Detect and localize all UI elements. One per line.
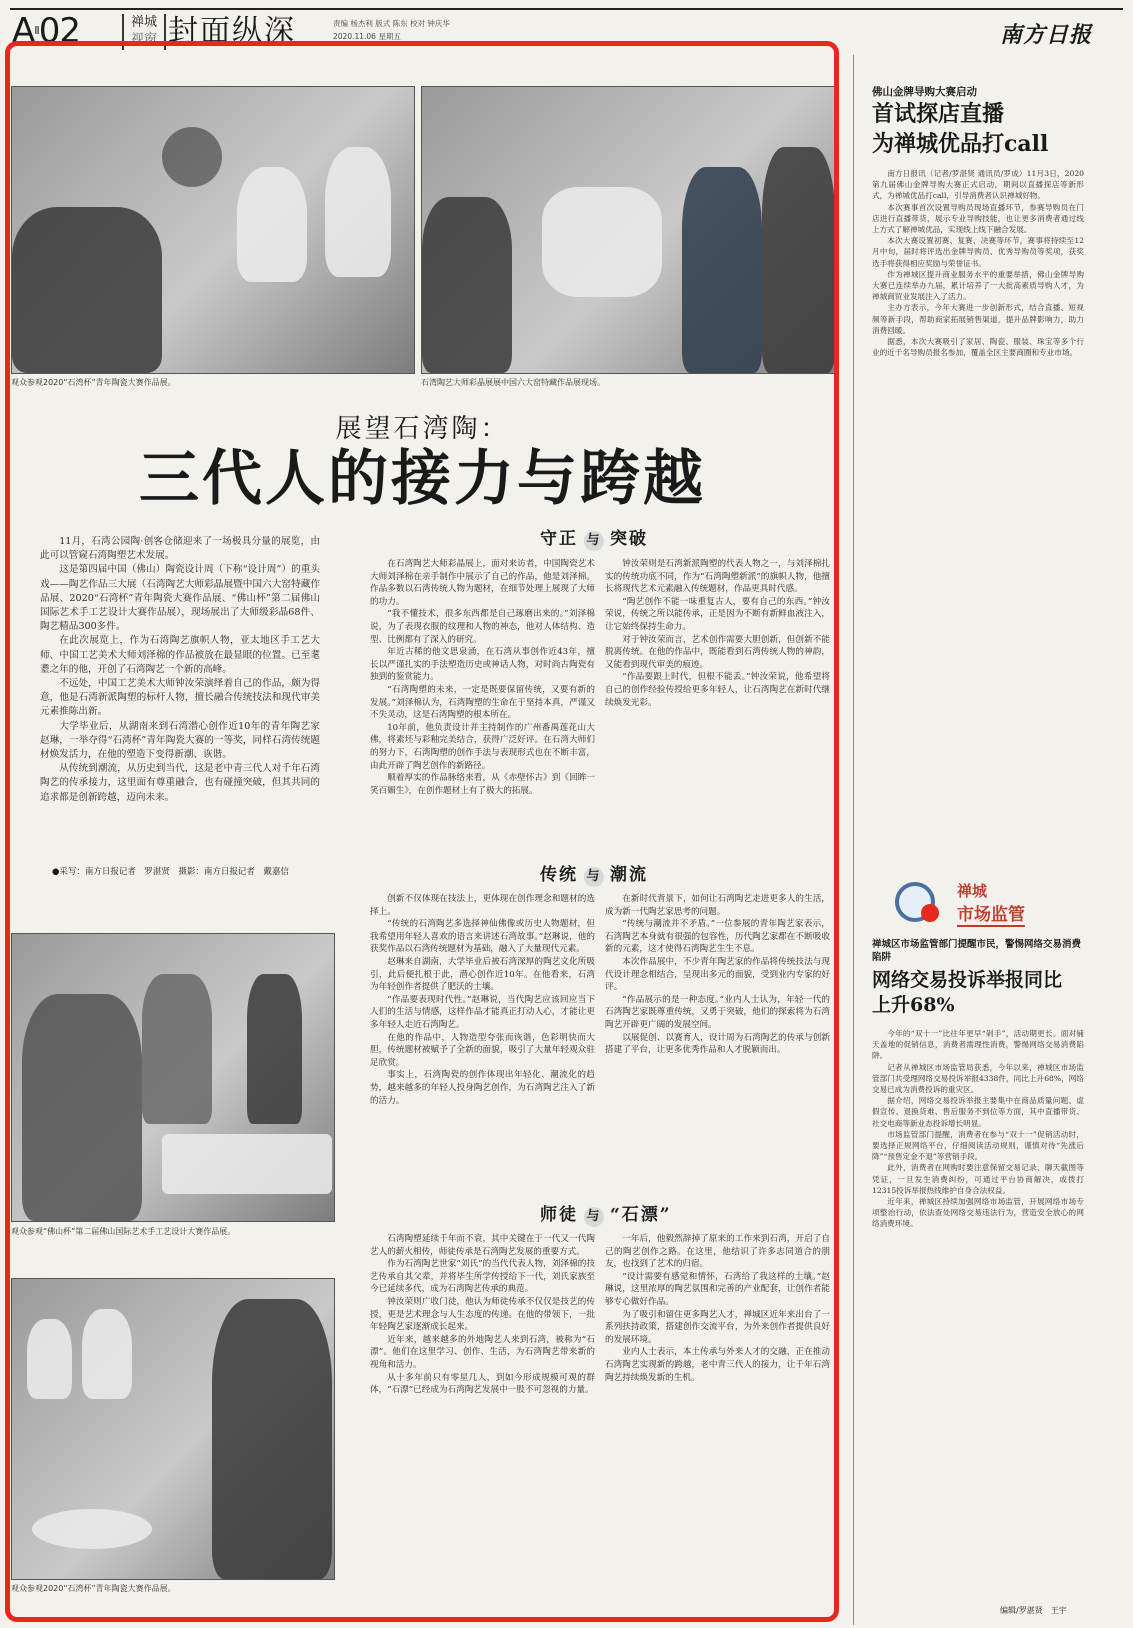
photo-caption-4: 观众参观2020“石湾杯”青年陶瓷大赛作品展。	[11, 1584, 176, 1593]
paragraph: 本次作品展中，不少青年陶艺家的作品将传统技法与现代设计理念相结合，呈现出多元的面貌，受到业内专家的好评。	[605, 956, 830, 993]
credits: 责编 杨杰利 版式 陈东 校对 钟庆华	[333, 19, 450, 28]
paragraph: “传统的石湾陶艺多选择神仙佛像或历史人物题材，但我希望用年轻人喜欢的语言来讲述石湾故事。”赵琳说，他的获奖作品以石湾传统题材为基础，融入了大量现代元素。	[370, 919, 595, 955]
paragraph: 事实上，石湾陶瓷的创作体现出年轻化、潮流化的趋势，越来越多的年轻人投身陶艺创作，为石湾陶艺注入了新的活力。	[370, 1070, 595, 1106]
page-sub: II	[34, 24, 39, 37]
paragraph: 在新时代背景下，如何让石湾陶艺走进更多人的生活，成为新一代陶艺家思考的问题。	[605, 894, 830, 917]
paragraph: 本次大赛设置初赛、复赛、决赛等环节，赛事将持续至12月中旬，届时将评选出金牌导购员、优秀导购员等奖项，获奖选手将获得相应奖励与荣誉证书。	[872, 236, 1084, 268]
paragraph: “设计需要有感觉和情怀，石湾给了我这样的土壤。”赵琳说，这里浓厚的陶艺氛围和完善的产业配套，让创作者能够专心做好作品。	[605, 1271, 830, 1307]
lead-paragraph: 在此次展览上，作为石湾陶艺旗帜人物，亚太地区手工艺大师、中国工艺美术大师刘泽棉的作品被放在最显眼的位置。已至耄耋之年的他，开创了石湾陶艺一个新的高峰。	[40, 635, 320, 675]
paragraph: 作为石湾陶艺世家“刘氏”的当代代表人物，刘泽棉的技艺传承自其父辈，并将毕生所学传授给下一代，刘氏家族至今已延续多代，成为石湾陶艺传承的典范。	[370, 1259, 595, 1295]
highlight-frame	[5, 41, 839, 1622]
section-heading-left: 师徒	[540, 1205, 578, 1225]
paragraph: “作品要表现时代性。”赵琳说，当代陶艺应该回应当下人们的生活与情感，这样作品才能真正打动人心，才能让更多年轻人走近石湾陶艺。	[370, 994, 595, 1030]
paragraph: 南方日报讯（记者/罗湛贤 通讯员/罗成）11月3日，2020第九届佛山金牌导购大赛正式启动，期间以直播探店等新形式，为禅城优品打call，引导消费者认识禅城好物。	[872, 169, 1084, 201]
paragraph: 业内人士表示，本土传承与外来人才的交融，正在推动石湾陶艺实现新的跨越，老中青三代人的接力，让千年石湾陶艺持续焕发新的生机。	[605, 1347, 830, 1383]
alert-badge-icon	[921, 904, 939, 922]
paragraph: “陶艺创作不能一味重复古人，要有自己的东西。”钟汝荣说，传统之所以能传承，正是因为不断有新鲜血液注入，让它始终保持生命力。	[605, 596, 830, 632]
paragraph: 今年的“双十一”比往年更早“剁手”，活动期更长。面对铺天盖地的促销信息，消费者需理性消费，警惕网络交易消费陷阱。	[872, 1029, 1084, 1061]
paragraph: 一年后，他毅然辞掉了原来的工作来到石湾，开启了自己的陶艺创作之路。在这里，他结识了许多志同道合的朋友，也找到了艺术的归宿。	[605, 1234, 830, 1270]
paragraph: 此外，消费者在网购时要注意保留交易记录、聊天截图等凭证，一旦发生消费纠纷，可通过平台协商解决，或拨打12315投诉举报热线维护自身合法权益。	[872, 1163, 1084, 1195]
issue-date: 2020.11.06 星期五	[333, 32, 401, 41]
newspaper-logo: 南方日报	[1000, 22, 1093, 48]
paragraph: “作品展示的是一种态度。”业内人士认为，年轻一代的石湾陶艺家既尊重传统，又勇于突破，他们的探索将为石湾陶艺开辟更广阔的发展空间。	[605, 994, 830, 1030]
banner-line-1: 禅城	[957, 882, 988, 900]
headline-kicker: 展望石湾陶：	[335, 414, 510, 444]
page-digits: 02	[38, 11, 81, 51]
section-heading-right: “石漂”	[610, 1205, 672, 1225]
paragraph: 赵琳来自湖南，大学毕业后被石湾深厚的陶艺文化所吸引，此后便扎根于此，潜心创作近10年。在他看来，石湾为年轻创作者提供了肥沃的土壤。	[370, 956, 595, 993]
paragraph: 从十多年前只有零星几人，到如今形成规模可观的群体，“石漂”已经成为石湾陶艺发展中一股不可忽视的力量。	[370, 1372, 595, 1396]
lead-paragraph: 11月，石湾公园陶·创客仓储迎来了一场极具分量的展览，由此可以管窥石湾陶塑艺术发展。	[40, 536, 320, 562]
paragraph: 本次赛事首次设置导购员现场直播环节，参赛导购员在门店进行直播带货，展示专业导购技能，也让更多消费者通过线上方式了解禅城优品，实现线上线下融合发展。	[872, 202, 1084, 235]
section-heading-amp: 与	[584, 1207, 604, 1227]
paragraph: “我不懂技术，很多东西都是自己琢磨出来的。”刘泽棉说，为了表现衣服的纹理和人物的神态，他对人体结构、造型、比例都有了深入的研究。	[370, 609, 595, 645]
lead-paragraph: 从传统到潮流，从历史到当代，这是老中青三代人对千年石湾陶艺的传承接力，这里面有尊重融合，也有碰撞突破，但其共同的追求都是创新跨越，迈向未来。	[40, 763, 320, 803]
section-title: 封面纵深	[168, 14, 296, 49]
paragraph: 在石湾陶艺大师彩晶展上，面对来访者，中国陶瓷艺术大师刘泽棉在亲手制作中展示了自己的作品，他是刘泽棉。作品多数以石湾传统人物为题材，在细节处理上展现了大师的功力。	[370, 559, 595, 607]
paragraph: 创新不仅体现在技法上，更体现在创作理念和题材的选择上。	[370, 894, 595, 917]
sidebar-bottom-kicker: 禅城区市场监管部门提醒市民，警惕网络交易消费陷阱	[872, 939, 1082, 963]
top-rule	[10, 8, 1123, 10]
section-heading-right: 突破	[610, 529, 648, 549]
paragraph: 近年来，禅城区持续加强网络市场监管，开展网络市场专项整治行动，依法查处网络交易违法行为，营造安全放心的网络消费环境。	[872, 1197, 1084, 1229]
section-heading-right: 潮流	[610, 865, 648, 885]
sidebar-top-title-2: 为禅城优品打call	[872, 131, 1049, 157]
paragraph: 10年前，他负责设计并主持制作的广州番禺莲花山大佛，将素坯与彩釉完美结合，获得广泛好评。在石湾大师们的努力下，石湾陶塑的创作手法与表现形式也在不断丰富，由此开辟了陶艺创作的新路径。	[370, 722, 595, 771]
lead-paragraph: 大学毕业后，从湖南来到石湾潜心创作近10年的青年陶艺家赵琳，一举夺得“石湾杯”青年陶瓷大赛的一等奖，同样石湾传统题材焕发活力，在他的塑造下变得新潮、诙谐。	[40, 720, 320, 761]
photo-caption-2: 石湾陶艺大师彩晶展展中国六大窑特藏作品展现场。	[421, 378, 605, 387]
sidebar-top-kicker: 佛山金牌导购大赛启动	[872, 86, 977, 98]
paragraph: “传统与潮流并不矛盾。”一位参展的青年陶艺家表示，石湾陶艺本身就有很强的包容性，历代陶艺家都在不断吸收新的元素，这才使得石湾陶艺生生不息。	[605, 919, 830, 955]
sidebar-bottom-body	[872, 1028, 1084, 1600]
paragraph: 顺着厚实的作品脉络来看，从《赤壁怀古》到《回眸一笑百媚生》，在创作题材上有了极大的拓展。	[370, 773, 595, 796]
market-supervision-banner	[895, 878, 1057, 930]
page-letter: A	[12, 11, 35, 51]
section-heading-amp: 与	[584, 867, 604, 887]
section-heading-amp: 与	[584, 531, 604, 551]
paragraph: 据悉，本次大赛吸引了家居、陶瓷、服装、珠宝等多个行业的近千名导购员报名参加，覆盖全区主要商圈和专业市场。	[872, 337, 1084, 358]
section-bottom: 视窗	[130, 32, 157, 47]
paragraph: 为了吸引和留住更多陶艺人才，禅城区近年来出台了一系列扶持政策，搭建创作交流平台，为外来创作者提供良好的发展环境。	[605, 1309, 830, 1345]
paragraph: “作品要跟上时代，但根不能丢。”钟汝荣说，他希望将自己的创作经验传授给更多年轻人，让石湾陶艺在新时代继续焕发光彩。	[605, 672, 830, 708]
paragraph: 在他的作品中，人物造型夸张而诙谐，色彩明快而大胆，传统题材被赋予了全新的面貌，吸引了大量年轻观众驻足欣赏。	[370, 1032, 595, 1068]
headline-title: 三代人的接力与跨越	[139, 444, 706, 514]
photo-caption-1: 观众参观2020“石湾杯”青年陶瓷大赛作品展。	[11, 378, 176, 387]
paragraph: 对于钟汝荣而言，艺术创作需要大胆创新，但创新不能脱离传统。在他的作品中，既能看到石湾传统人物的神韵，又能看到现代审美的痕迹。	[605, 634, 830, 670]
paragraph: 年近古稀的他文思泉涌，在石湾从事创作近43年，擅长以严谨扎实的手法塑造历史或神话人物，对时尚古陶瓷有独到的鉴赏能力。	[370, 647, 595, 683]
paragraph: 主办方表示，今年大赛进一步创新形式，结合直播、短视频等新手段，帮助商家拓展销售渠道，提升品牌影响力，助力消费回暖。	[872, 303, 1084, 335]
paragraph: “石湾陶塑的未来，一定是既要保留传统，又要有新的发展。”刘泽棉认为，石湾陶塑的生命在于坚持本真，严谨又不失灵动，这是石湾陶塑的根本所在。	[370, 684, 595, 721]
paragraph: 据介绍，网络交易投诉举报主要集中在商品质量问题、虚假宣传、退换货难、售后服务不到位等方面，其中直播带货、社交电商等新业态投诉增长明显。	[872, 1096, 1084, 1128]
paragraph: 作为禅城区提升商业服务水平的重要举措，佛山金牌导购大赛已连续举办九届，累计培养了一大批高素质导购人才，为禅城商贸业发展注入了活力。	[872, 269, 1084, 302]
section-top: 禅城	[130, 15, 157, 30]
sidebar-divider	[853, 55, 854, 1625]
section-heading-left: 传统	[540, 865, 578, 885]
sidebar-bottom-title-2: 上升68%	[872, 994, 955, 1016]
paragraph: 近年来，越来越多的外地陶艺人来到石湾，被称为“石漂”。他们在这里学习、创作、生活，为石湾陶艺带来新的视角和活力。	[370, 1334, 595, 1370]
sidebar-top-body	[872, 168, 1084, 863]
paragraph: 钟汝荣则广收门徒，他认为师徒传承不仅仅是技艺的传授，更是艺术理念与人生态度的传递。在他的带领下，一批年轻陶艺家逐渐成长起来。	[370, 1296, 595, 1333]
paragraph: 记者从禅城区市场监管局获悉，今年以来，禅城区市场监管部门共受理网络交易投诉举报4338件，同比上升68%，网络交易已成为消费投诉的重灾区。	[872, 1062, 1084, 1095]
sidebar-top-title-1: 首试探店直播	[872, 101, 1005, 127]
lead-paragraph: 不远处，中国工艺美术大师钟汝荣演绎着自己的作品，颇为得意，他是石湾新派陶塑的标杆人物，擅长融合传统技法和现代审美元素推陈出新。	[40, 678, 320, 718]
lead-paragraph: 这是第四届中国（佛山）陶瓷设计周（下称“设计周”）的重头戏——陶艺作品三大展（石湾陶艺大师彩晶展暨中国六大窑特藏作品展、2020“石湾杯”青年陶瓷大赛作品展、“佛山杯”第二届佛山国际艺术手工艺设计大赛作品展），现场展出了大师级彩晶68件、陶艺精品300多件。	[40, 564, 320, 633]
paragraph: 钟汝荣则是石湾新派陶塑的代表人物之一，与刘泽棉扎实的传统功底不同，作为“石湾陶塑新派”的旗帜人物，他擅长将现代艺术元素融入传统题材，作品更具时代感。	[605, 559, 830, 595]
section-heading-left: 守正	[540, 529, 578, 549]
paragraph: 市场监管部门提醒，消费者在参与“双十一”促销活动时，要选择正规网络平台，仔细阅读活动规则，谨慎对待“先涨后降”“预售定金不退”等营销手段。	[872, 1129, 1084, 1162]
paragraph: 以展促创、以赛育人，设计周为石湾陶艺的传承与创新搭建了平台，让更多优秀作品和人才脱颖而出。	[605, 1032, 830, 1056]
banner-line-2: 市场监管	[957, 900, 1025, 927]
photo-caption-3: 观众参观“佛山杯”第二届佛山国际艺术手工艺设计大赛作品展。	[11, 1227, 236, 1236]
sidebar-footer: 编辑/罗湛贤 王宇	[1000, 1606, 1067, 1615]
paragraph: 石湾陶塑延续千年而不衰，其中关键在于一代又一代陶艺人的薪火相传，师徒传承是石湾陶艺发展的重要方式。	[370, 1234, 595, 1257]
byline: ●采写：南方日报记者 罗湛贤 摄影：南方日报记者 戴嘉信	[52, 867, 289, 877]
sidebar-bottom-title-1: 网络交易投诉举报同比	[872, 969, 1063, 991]
